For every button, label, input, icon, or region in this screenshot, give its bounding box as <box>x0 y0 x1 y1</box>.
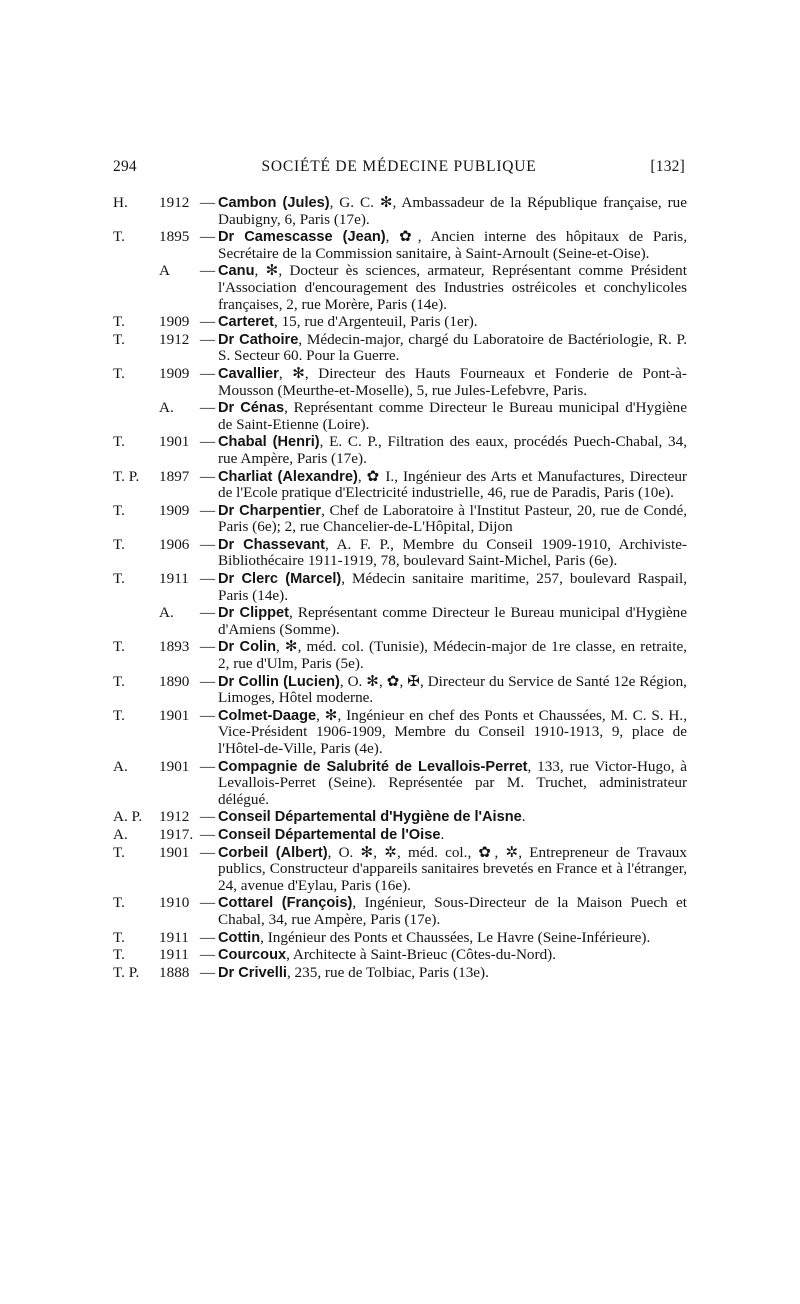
member-entry <box>113 605 687 638</box>
member-name: Conseil Départemental d'Hygiène de l'Aisne <box>218 809 522 826</box>
dash-separator: — <box>199 928 216 946</box>
member-entry <box>113 400 687 433</box>
running-title: SOCIÉTÉ DE MÉDECINE PUBLIQUE <box>261 158 537 175</box>
member-entry <box>113 759 687 809</box>
member-name: Chabal (Henri) <box>218 434 320 451</box>
member-details: . <box>521 808 526 826</box>
dash-separator: — <box>199 262 216 280</box>
member-name: Dr Clippet <box>218 605 290 622</box>
entry-text <box>216 930 687 947</box>
member-entry <box>113 827 687 844</box>
entry-text <box>216 708 687 758</box>
entry-year: 1911 <box>159 946 189 964</box>
member-details: , G. C. ✻, Ambassadeur de la République française, rue Daubigny, 6, Paris (17e). <box>218 194 687 228</box>
member-entry <box>113 895 687 928</box>
member-name: Carteret <box>218 314 274 331</box>
dash-separator: — <box>199 894 216 912</box>
membership-type: T. P. <box>113 963 140 981</box>
entry-year: 1901 <box>159 433 190 451</box>
entry-text <box>216 469 687 502</box>
entry-text <box>216 229 687 262</box>
member-list <box>113 195 687 982</box>
membership-type: T. <box>113 570 125 588</box>
member-details: . <box>440 825 445 843</box>
entry-year: 1911 <box>159 570 189 588</box>
membership-type: T. <box>113 638 125 656</box>
member-entry <box>113 571 687 604</box>
dash-separator: — <box>199 808 216 826</box>
entry-text <box>216 571 687 604</box>
entry-text <box>216 605 687 638</box>
dash-separator: — <box>199 228 216 246</box>
membership-type: T. <box>113 928 125 946</box>
member-entry <box>113 930 687 947</box>
member-entry <box>113 229 687 262</box>
entry-text <box>216 263 687 313</box>
entry-year: 1912 <box>159 808 190 826</box>
member-details: , O. ✻, ✿, ✠, Directeur du Service de Santé 12e Région, Limoges, Hôtel moderne. <box>218 672 687 707</box>
entry-text <box>216 809 687 826</box>
dash-separator: — <box>199 757 216 775</box>
entry-year: 1901 <box>159 706 190 724</box>
member-entry <box>113 503 687 536</box>
entry-year: A. <box>159 399 174 417</box>
member-details: , 133, rue Victor-Hugo, à Levallois-Perret (Seine). Représentée par M. Truchet, administrateur délégué. <box>218 757 688 808</box>
member-entry <box>113 845 687 895</box>
member-name: Dr Colin <box>218 639 277 656</box>
dash-separator: — <box>199 433 216 451</box>
member-details: , A. F. P., Membre du Conseil 1909-1910, Archiviste-Bibliothécaire 1911-1919, 78, boulevard Saint-Michel, Paris (6e). <box>218 535 687 570</box>
entry-year: 1912 <box>159 330 190 348</box>
member-entry <box>113 314 687 331</box>
member-name: Compagnie de Salubrité de Levallois-Perret <box>218 758 528 775</box>
membership-type: T. <box>113 330 125 348</box>
entry-year: 1909 <box>159 313 190 331</box>
member-details: , ✻, méd. col. (Tunisie), Médecin-major de 1re classe, en retraite, 2, rue d'Ulm, Paris (5e). <box>218 638 687 673</box>
member-entry <box>113 639 687 672</box>
entry-year: A. <box>159 604 174 622</box>
member-details: , ✻, Directeur des Hauts Fourneaux et Fonderie de Pont-à-Mousson (Meurthe-et-Moselle), 5, rue Jules-Lefebvre, Paris. <box>218 364 687 399</box>
member-entry <box>113 195 687 228</box>
entry-year: 1909 <box>159 501 190 519</box>
entry-text <box>216 537 687 570</box>
entry-text <box>216 434 687 467</box>
entry-year: 1895 <box>159 228 190 246</box>
member-details: , ✻, Ingénieur en chef des Ponts et Chaussées, M. C. S. H., Vice-Président 1906-1909, Membre du Conseil 1910-1913, 9, place de l'Hôtel-de-Ville, Paris (4e). <box>218 706 687 757</box>
entry-year: 1897 <box>159 467 190 485</box>
member-entry <box>113 965 687 982</box>
entry-year: 1910 <box>159 894 190 912</box>
member-name: Dr Collin (Lucien) <box>218 673 340 690</box>
member-name: Dr Cénas <box>218 400 285 417</box>
member-entry <box>113 332 687 365</box>
member-entry <box>113 809 687 826</box>
member-entry <box>113 537 687 570</box>
member-details: , E. C. P., Filtration des eaux, procédés Puech-Chabal, 34, rue Ampère, Paris (17e). <box>218 433 687 467</box>
membership-type: T. <box>113 501 125 519</box>
member-entry <box>113 708 687 758</box>
member-entry <box>113 366 687 399</box>
member-name: Dr Charpentier <box>218 502 322 519</box>
entry-text <box>216 195 687 228</box>
entry-year: 1912 <box>159 194 190 211</box>
membership-type <box>113 605 159 638</box>
member-details: , 235, rue de Tolbiac, Paris (13e). <box>286 963 489 981</box>
member-name: Conseil Départemental de l'Oise <box>218 826 441 843</box>
dash-separator: — <box>199 535 216 553</box>
member-entry <box>113 469 687 502</box>
entry-year: 1901 <box>159 757 190 775</box>
membership-type: T. <box>113 313 125 331</box>
member-details: , Médecin-major, chargé du Laboratoire de Bactériologie, R. P. S. Secteur 60. Pour la Guerre. <box>218 330 688 365</box>
entry-year: 1888 <box>159 963 190 981</box>
entry-text <box>216 759 687 809</box>
member-name: Canu <box>218 263 255 280</box>
dash-separator: — <box>199 364 216 382</box>
member-details: , Ingénieur des Ponts et Chaussées, Le Havre (Seine-Inférieure). <box>260 928 651 946</box>
entry-text <box>216 947 687 964</box>
membership-type: T. <box>113 672 125 690</box>
membership-type: T. <box>113 946 125 964</box>
member-details: , Représentant comme Directeur le Bureau municipal d'Hygiène d'Amiens (Somme). <box>218 604 687 638</box>
entry-year: 1909 <box>159 364 190 382</box>
member-name: Dr Cathoire <box>218 331 299 348</box>
entry-year: 1901 <box>159 843 190 861</box>
member-name: Courcoux <box>218 947 287 964</box>
member-details: , ✿, Ancien interne des hôpitaux de Paris, Secrétaire de la Commission sanitaire, à Saint-Arnoult (Seine-et-Oise). <box>218 228 687 262</box>
dash-separator: — <box>199 825 216 843</box>
entry-text <box>216 895 687 928</box>
member-name: Dr Crivelli <box>218 964 287 981</box>
dash-separator: — <box>199 194 216 211</box>
member-name: Charliat (Alexandre) <box>218 468 358 485</box>
entry-text <box>216 503 687 536</box>
membership-type: T. <box>113 364 125 382</box>
membership-type: T. <box>113 228 125 246</box>
entry-year: 1911 <box>159 928 189 946</box>
membership-type: A. P. <box>113 808 143 826</box>
member-name: Dr Chassevant <box>218 536 325 553</box>
membership-type: T. <box>113 894 125 912</box>
member-entry <box>113 947 687 964</box>
entry-text <box>216 314 687 331</box>
membership-type: T. P. <box>113 467 140 485</box>
dash-separator: — <box>199 399 216 417</box>
dash-separator: — <box>199 604 216 622</box>
dash-separator: — <box>199 638 216 656</box>
member-entry <box>113 434 687 467</box>
member-details: , Médecin sanitaire maritime, 257, boulevard Raspail, Paris (14e). <box>218 570 687 604</box>
dash-separator: — <box>199 313 216 331</box>
entry-text <box>216 674 687 707</box>
member-name: Dr Clerc (Marcel) <box>218 571 342 588</box>
entry-year: A <box>159 262 170 280</box>
entry-text <box>216 400 687 433</box>
member-name: Corbeil (Albert) <box>218 844 328 861</box>
dash-separator: — <box>199 330 216 348</box>
entry-year: 1917. <box>159 825 194 843</box>
dash-separator: — <box>199 706 216 724</box>
membership-type: H. <box>113 194 128 211</box>
membership-type: A. <box>113 757 128 775</box>
entry-year: 1906 <box>159 535 190 553</box>
membership-type: A. <box>113 825 128 843</box>
member-name: Cambon (Jules) <box>218 195 330 211</box>
membership-type: T. <box>113 706 125 724</box>
membership-type <box>113 263 159 313</box>
dash-separator: — <box>199 467 216 485</box>
membership-type: T. <box>113 843 125 861</box>
dash-separator: — <box>199 946 216 964</box>
entry-text <box>216 332 687 365</box>
member-details: , ✿ I., Ingénieur des Arts et Manufactures, Directeur de l'Ecole pratique d'Electricité industrielle, 46, rue de Paradis, Paris (10e). <box>218 467 687 502</box>
bracket-number: [132] <box>650 158 685 175</box>
member-entry <box>113 263 687 313</box>
entry-text <box>216 366 687 399</box>
page-number: 294 <box>113 158 137 175</box>
dash-separator: — <box>199 963 216 981</box>
member-name: Cottin <box>218 929 261 946</box>
page-header <box>113 158 685 182</box>
dash-separator: — <box>199 570 216 588</box>
member-details: , 15, rue d'Argenteuil, Paris (1er). <box>273 313 478 331</box>
member-name: Cottarel (François) <box>218 895 353 912</box>
entry-text <box>216 845 687 895</box>
member-details: , Architecte à Saint-Brieuc (Côtes-du-Nord). <box>286 946 557 964</box>
member-name: Cavallier <box>218 365 279 382</box>
membership-type <box>113 400 159 433</box>
member-details: , O. ✻, ✲, méd. col., ✿, ✲, Entrepreneur de Travaux publics, Constructeur d'appareils sanitaires brevetés en France et à l'étranger, 24, avenue d'Eylau, Paris (16e). <box>218 843 687 894</box>
entry-year: 1890 <box>159 672 190 690</box>
membership-type: T. <box>113 535 125 553</box>
member-name: Colmet-Daage <box>218 707 317 724</box>
member-details: , Ingénieur, Sous-Directeur de la Maison Puech et Chabal, 34, rue Ampère, Paris (17e). <box>218 894 687 928</box>
member-name: Dr Camescasse (Jean) <box>218 229 386 246</box>
dash-separator: — <box>199 672 216 690</box>
dash-separator: — <box>199 843 216 861</box>
membership-type: T. <box>113 433 125 451</box>
entry-year: 1893 <box>159 638 190 656</box>
member-entry <box>113 674 687 707</box>
member-details: , Représentant comme Directeur le Bureau municipal d'Hygiène de Saint-Etienne (Loire). <box>218 399 687 433</box>
entry-text <box>216 827 687 844</box>
member-details: , ✻, Docteur ès sciences, armateur, Représentant comme Président l'Association d'encouragement des Industries ostréicoles et conchylicoles françaises, 2, rue Morère, Paris (14e). <box>218 262 687 313</box>
member-details: , Chef de Laboratoire à l'Institut Pasteur, 20, rue de Condé, Paris (6e); 2, rue Chancelier-de-L'Hôpital, Dijon <box>218 501 688 536</box>
entry-text <box>216 965 687 982</box>
dash-separator: — <box>199 501 216 519</box>
entry-text <box>216 639 687 672</box>
